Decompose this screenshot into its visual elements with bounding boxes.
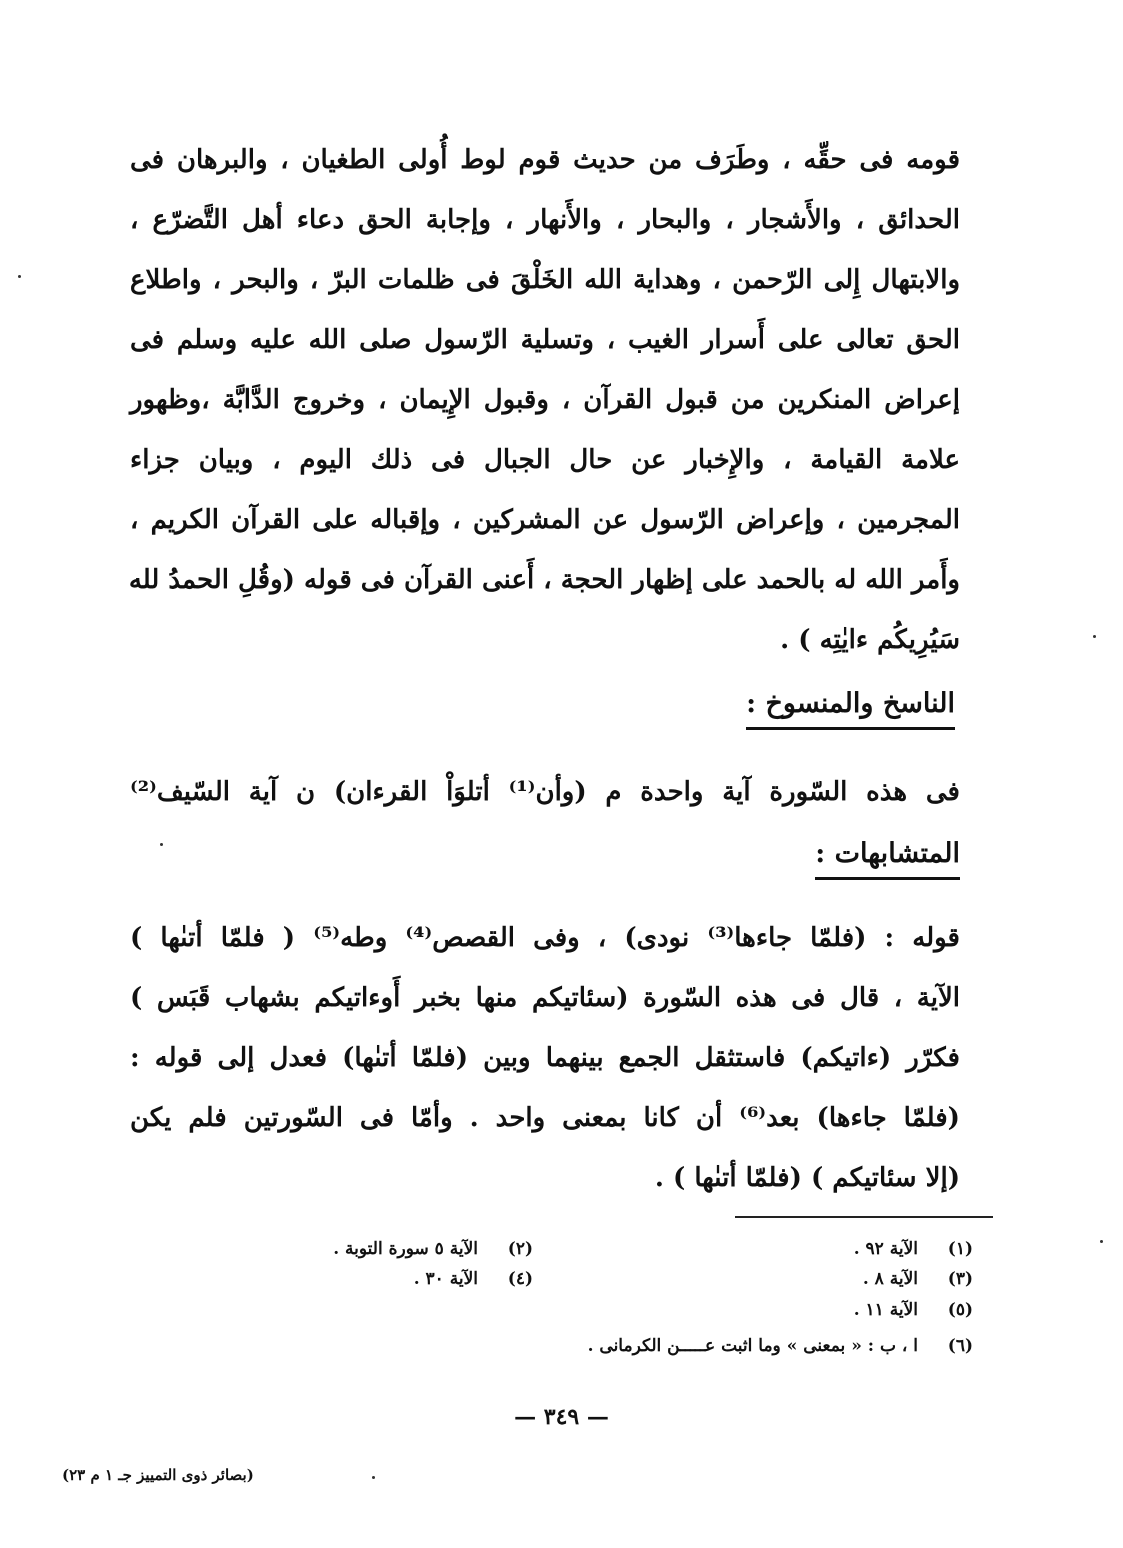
footnote-number: (٥) <box>947 1300 973 1320</box>
text-line: وأَمر الله له بالحمد على إظهار الحجة ، أَعنى القرآن فى قوله (وقُلِ الحمدُ لله <box>128 565 960 595</box>
text-line: قوله : (فلمّا جاءها⁽³⁾ نودى) ، وفى القصص⁽⁴⁾ وطه⁽⁵⁾ ( فلمّا أتىٰها ) <box>130 923 960 953</box>
scan-speck <box>160 843 163 846</box>
text-line: قومه فى حقِّه ، وطَرَف من حديث قوم لوط أُولى الطغيان ، والبرهان فى <box>130 145 960 175</box>
text-line: والابتهال إِلى الرّحمن ، وهداية الله الخَلْقَ فى ظلمات البرّ ، والبحر ، واطلاع <box>130 265 960 295</box>
text-line: (إلا سئاتيكم ) (فلمّا أتىٰها ) . <box>654 1163 960 1193</box>
text-line: الآية ، قال فى هذه السّورة (سئاتيكم منها بخبر أَوءاتيكم بشهاب قَبَس ) <box>130 983 960 1013</box>
footnote-text: الآية ٩٢ . <box>853 1239 918 1259</box>
footnote-text: ا ، ب : « بمعنى » وما اثبت عـــــن الكرمانى . <box>587 1336 918 1356</box>
heading-abrogation: الناسخ والمنسوخ : <box>746 688 955 730</box>
footnote-number: (٦) <box>947 1336 973 1356</box>
text-line: سَيُرِيكُم ءايٰتِه ) . <box>780 625 960 655</box>
text-line: المجرمين ، وإعراض الرّسول عن المشركين ، وإقباله على القرآن الكريم ، <box>130 505 960 535</box>
text-line: الحدائق ، والأَشجار ، والبحار ، والأَنهار ، وإجابة الحق دعاء أهل التَّضرّع ، <box>130 205 960 235</box>
footnote-number: (٢) <box>507 1239 533 1259</box>
paragraph-abrogation <box>130 762 960 822</box>
footnote-4 <box>414 1267 533 1291</box>
paragraph-similar <box>130 908 960 1208</box>
paragraph-intro <box>130 130 960 670</box>
footnote-number: (١) <box>947 1239 973 1259</box>
footnote-6 <box>588 1334 973 1358</box>
footnote-divider <box>735 1216 993 1218</box>
text-line: الحق تعالى على أَسرار الغيب ، وتسلية الرّسول صلى الله عليه وسلم فى <box>130 325 960 355</box>
footnote-3 <box>863 1267 973 1291</box>
footnote-text: الآية ٨ . <box>862 1269 918 1289</box>
footnote-text: الآية ٥ سورة التوبة . <box>333 1239 478 1259</box>
footnote-2 <box>333 1237 533 1261</box>
signature-note: (بصائر ذوى التمييز جـ ١ م ٢٣) <box>62 1466 254 1484</box>
scan-speck <box>18 275 21 278</box>
scan-speck <box>1100 1240 1103 1243</box>
footnote-number: (٣) <box>947 1269 973 1289</box>
footnote-5 <box>854 1298 973 1322</box>
scan-speck <box>372 1476 375 1479</box>
footnote-number: (٤) <box>507 1269 533 1289</box>
footnote-text: الآية ١١ . <box>853 1300 918 1320</box>
heading-similar: المتشابهات : <box>815 838 960 880</box>
footnote-text: الآية ٣٠ . <box>413 1269 478 1289</box>
footnote-1 <box>854 1237 973 1261</box>
text-line: فكرّر (ءاتيكم) فاستثقل الجمع بينهما وبين (فلمّا أتىٰها) فعدل إلى قوله : <box>130 1043 960 1073</box>
text-line: فى هذه السّورة آية واحدة م (وأن⁽¹⁾ أتلوَاْ القرءان) ن آية السّيف⁽²⁾ <box>130 777 960 807</box>
text-line: علامة القيامة ، والإِخبار عن حال الجبال فى ذلك اليوم ، وبيان جزاء <box>130 445 960 475</box>
text-line: (فلمّا جاءها) بعد⁽⁶⁾ أن كانا بمعنى واحد . وأمّا فى السّورتين فلم يكن <box>130 1103 960 1133</box>
text-line: إعراض المنكرين من قبول القرآن ، وقبول الإِيمان ، وخروج الدَّابَّة ،وظهور <box>130 385 960 415</box>
page-number: — ٣٤٩ — <box>514 1404 609 1430</box>
scan-speck <box>1093 635 1096 638</box>
